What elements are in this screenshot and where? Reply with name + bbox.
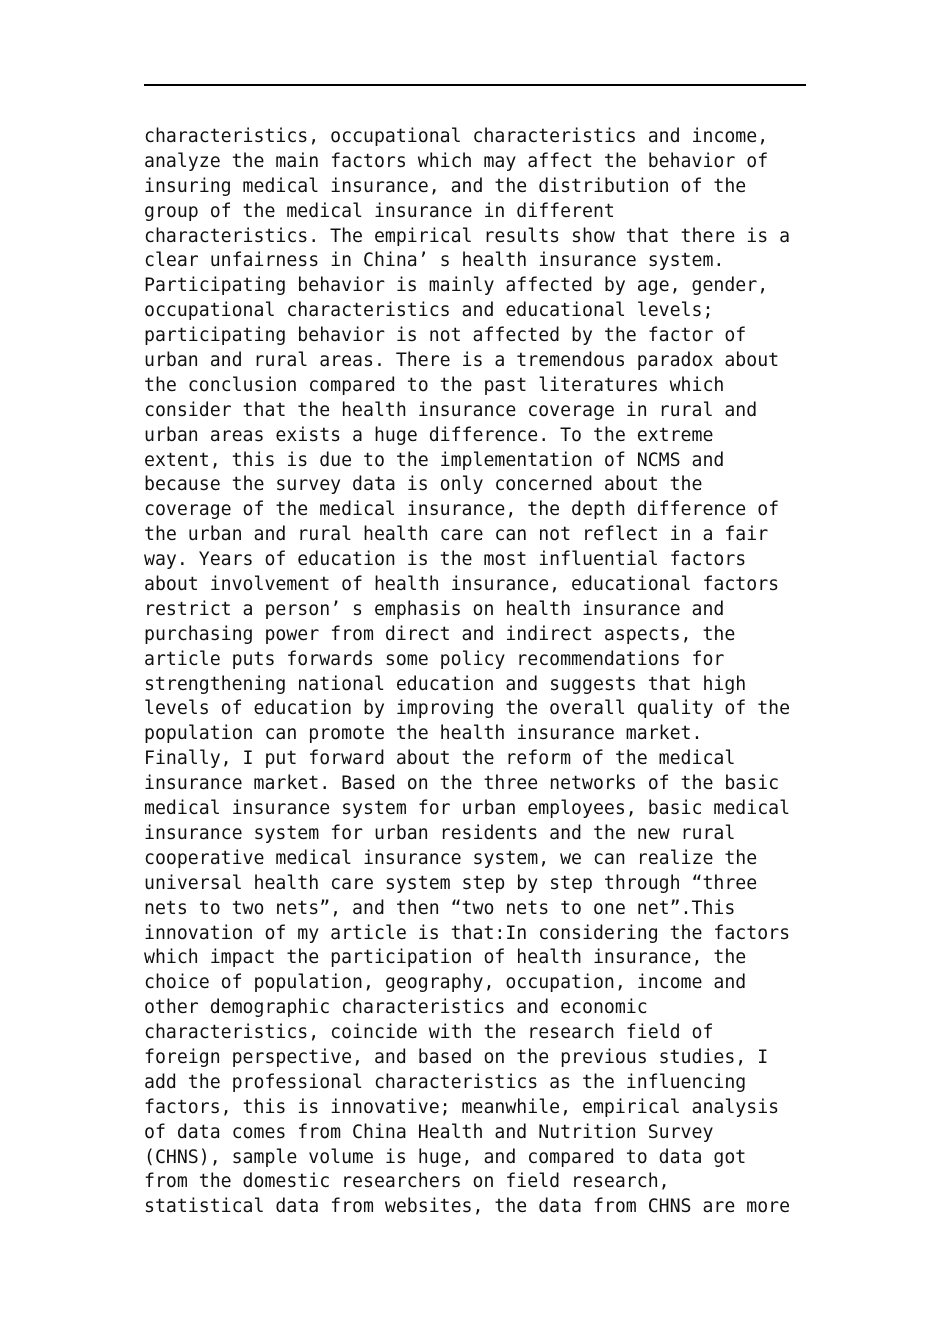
text-line: characteristics, occupational characteristics and income, (144, 126, 769, 147)
text-line: which impact the participation of health insurance, the (144, 947, 747, 969)
text-line: insurance market. Based on the three networks of the basic (144, 773, 780, 795)
text-line: population can promote the health insurance market. (144, 723, 703, 745)
text-line: analyze the main factors which may affect the behavior of (144, 150, 769, 172)
text-line: coverage of the medical insurance, the depth difference of (144, 499, 780, 521)
text-line: factors, this is innovative; meanwhile, empirical analysis (144, 1096, 780, 1118)
text-line: extent, this is due to the implementation of NCMS and (144, 449, 725, 471)
text-line: from the domestic researchers on field research, (144, 1171, 670, 1193)
text-line: universal health care system step by step through “three (144, 872, 758, 894)
text-line: characteristics. The empirical results show that there is a (144, 225, 791, 247)
text-line: about involvement of health insurance, educational factors (144, 574, 780, 596)
text-line: (CHNS), sample volume is huge, and compared to data got (144, 1146, 747, 1168)
text-line: characteristics, coincide with the research field of (144, 1022, 714, 1044)
text-line: insurance system for urban residents and the new rural (144, 822, 736, 844)
text-line: way. Years of education is the most influential factors (144, 549, 747, 571)
text-line: purchasing power from direct and indirect aspects, the (144, 623, 736, 645)
text-line: medical insurance system for urban employees, basic medical (144, 798, 791, 820)
text-line: innovation of my article is that:In considering the factors (144, 922, 791, 944)
text-line: add the professional characteristics as the influencing (144, 1071, 747, 1093)
text-line: article puts forwards some policy recommendations for (144, 648, 725, 670)
text-line: restrict a person’ s emphasis on health insurance and (144, 598, 725, 620)
text-line: Finally, I put forward about the reform of the medical (144, 748, 736, 770)
text-line: occupational characteristics and educational levels; (144, 300, 714, 322)
text-line: levels of education by improving the overall quality of the (144, 698, 791, 720)
text-line: nets to two nets”, and then “two nets to one net”.This (144, 897, 736, 919)
text-line: of data comes from China Health and Nutrition Survey (144, 1121, 714, 1143)
text-line: cooperative medical insurance system, we can realize the (144, 847, 758, 869)
body-text (144, 125, 824, 1220)
text-line: foreign perspective, and based on the previous studies, I (144, 1046, 769, 1068)
text-line: other demographic characteristics and economic (144, 997, 648, 1019)
text-line: choice of population, geography, occupation, income and (144, 972, 747, 994)
text-line: statistical data from websites, the data from CHNS are more (144, 1196, 791, 1218)
text-line: group of the medical insurance in different (144, 200, 615, 222)
text-line: clear unfairness in China’ s health insurance system. (144, 250, 725, 272)
text-line: urban and rural areas. There is a tremendous paradox about (144, 350, 780, 372)
text-line: urban areas exists a huge difference. To the extreme (144, 424, 714, 446)
header-rule (144, 84, 806, 86)
text-line: participating behavior is not affected by the factor of (144, 325, 747, 347)
text-line: strengthening national education and suggests that high (144, 673, 747, 695)
text-line: the conclusion compared to the past literatures which (144, 374, 725, 396)
text-line: consider that the health insurance coverage in rural and (144, 399, 758, 421)
text-line: the urban and rural health care can not reflect in a fair (144, 524, 769, 546)
text-line: because the survey data is only concerned about the (144, 474, 703, 496)
text-line: insuring medical insurance, and the distribution of the (144, 175, 747, 197)
text-line: Participating behavior is mainly affected by age, gender, (144, 275, 769, 297)
